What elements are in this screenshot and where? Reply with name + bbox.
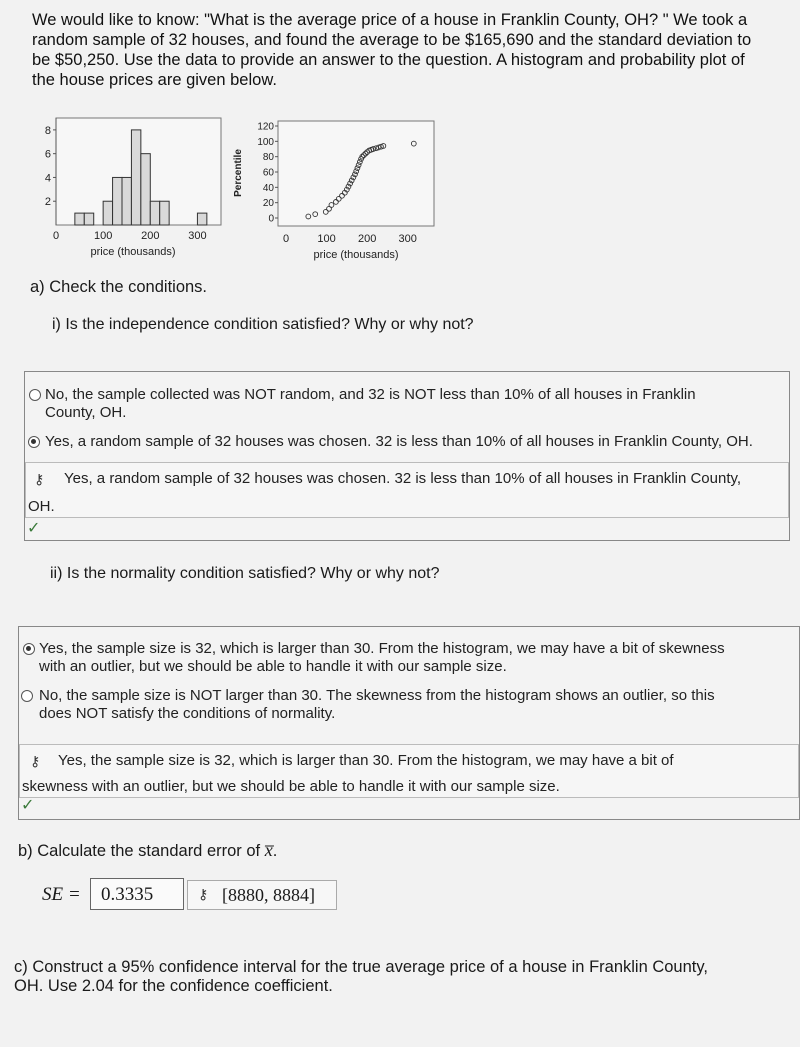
independence-answer-line2: OH. [28,498,55,515]
part-a-label: a) Check the conditions. [30,278,208,296]
option-independence-yes[interactable]: Yes, a random sample of 32 houses was chosen. 32 is less than 10% of all houses in Franklin County, OH. [45,433,753,450]
histogram-x-axis-label: price (thousands) [90,246,176,258]
part-b-period: . [272,842,278,860]
question-independence: i) Is the independence condition satisfied? Why or why not? [52,316,474,333]
normality-answer-line1: Yes, the sample size is 32, which is larger than 30. From the histogram, we may have a bit of [58,752,674,769]
histogram-bar [84,213,93,225]
normality-options-panel [18,626,800,820]
histogram-bar [131,130,140,225]
histogram-y-tick-label: 4 [44,172,51,185]
probability-plot-x-axis-label: price (thousands) [313,249,399,261]
probability-plot-x-tick-label: 100 [317,233,336,245]
standard-error-input[interactable]: 0.3335 [90,878,184,910]
histogram-y-tick-label: 2 [44,196,51,209]
histogram-bar [160,201,169,225]
histogram-x-tick-label: 100 [93,230,113,242]
histogram-x-tick-label: 300 [188,230,207,242]
probability-plot-y-tick-label: 0 [268,213,274,225]
normality-check-icon: ✓ [21,797,35,814]
histogram-bar [122,177,131,225]
histogram-bar [113,177,122,225]
se-label: SE = [42,884,81,905]
radio-independence-yes[interactable] [28,436,40,448]
histogram-bar [141,154,150,225]
normality-answer-line2: skewness with an outlier, but we should be able to handle it with our sample size. [22,778,560,795]
option-independence-no-line1[interactable]: No, the sample collected was NOT random, and 32 is NOT less than 10% of all houses in Franklin [45,386,696,403]
independence-check-icon: ✓ [27,520,41,537]
probability-plot-y-tick-label: 20 [262,198,274,210]
probability-plot-y-tick-label: 100 [257,136,274,148]
intro-paragraph: We would like to know: "What is the average price of a house in Franklin County, OH? " We took a random sample of 32 houses, and found the average to be $165,690 and the standard deviation to be $50,250. Use the data to provide an answer to the question. A histogram and probability plot of the house prices are given below. [32,11,752,89]
probability-plot-y-tick-label: 60 [262,167,274,179]
part-c-line1: c) Construct a 95% confidence interval for the true average price of a house in Franklin County, [14,958,708,976]
option-normality-yes-line1[interactable]: Yes, the sample size is 32, which is larger than 30. From the histogram, we may have a bit of skewness [39,640,725,657]
probability-plot-chart [228,118,443,268]
histogram-bar [197,213,206,225]
part-c-question [14,958,794,996]
independence-correct-answer [25,462,789,518]
part-b-text: b) Calculate the standard error of [18,842,265,860]
probability-plot-y-tick-label: 40 [262,182,274,194]
independence-answer-line1: Yes, a random sample of 32 houses was chosen. 32 is less than 10% of all houses in Franklin County, [64,470,742,487]
histogram-y-tick-label: 6 [44,148,51,161]
radio-normality-no[interactable] [21,690,33,702]
answer-key-icon[interactable]: ⚷ [198,888,209,903]
option-normality-yes-line2[interactable]: with an outlier, but we should be able to handle it with our sample size. [39,658,507,675]
question-normality: ii) Is the normality condition satisfied? Why or why not? [50,565,440,582]
probability-plot-x-tick-label: 200 [357,233,377,245]
histogram-bar [75,213,84,225]
histogram-bar [150,201,159,225]
probability-plot-y-tick-label: 120 [257,121,274,133]
probability-plot-x-tick-label: 0 [282,233,290,245]
probability-plot-x-tick-label: 300 [398,233,417,245]
part-c-line2: OH. Use 2.04 for the confidence coefficient. [14,977,333,995]
probability-plot-y-axis-label: Percentile [233,149,244,197]
normality-correct-answer [19,744,799,798]
answer-key-icon[interactable]: ⚷ [30,753,41,769]
standard-error-answer-range [187,880,337,910]
radio-independence-no[interactable] [29,389,41,401]
option-normality-no-line1[interactable]: No, the sample size is NOT larger than 30. The skewness from the histogram shows an outlier, so this [39,687,715,704]
histogram-chart [18,115,233,265]
histogram-bar [103,201,112,225]
part-b-label [18,840,277,861]
histogram-y-tick-label: 8 [44,124,51,137]
probability-plot-y-tick-label: 80 [262,152,274,164]
standard-error-answer-text: [8880, 8884] [222,885,315,905]
histogram-x-tick-label: 0 [52,230,60,242]
histogram-x-tick-label: 200 [141,230,160,242]
radio-normality-yes[interactable] [23,643,35,655]
option-independence-no-line2[interactable]: County, OH. [45,404,127,421]
x-bar-symbol: x̅ [264,840,273,860]
independence-options-panel [24,371,790,541]
answer-key-icon[interactable]: ⚷ [34,471,45,487]
option-normality-no-line2[interactable]: does NOT satisfy the conditions of normality. [39,705,336,722]
